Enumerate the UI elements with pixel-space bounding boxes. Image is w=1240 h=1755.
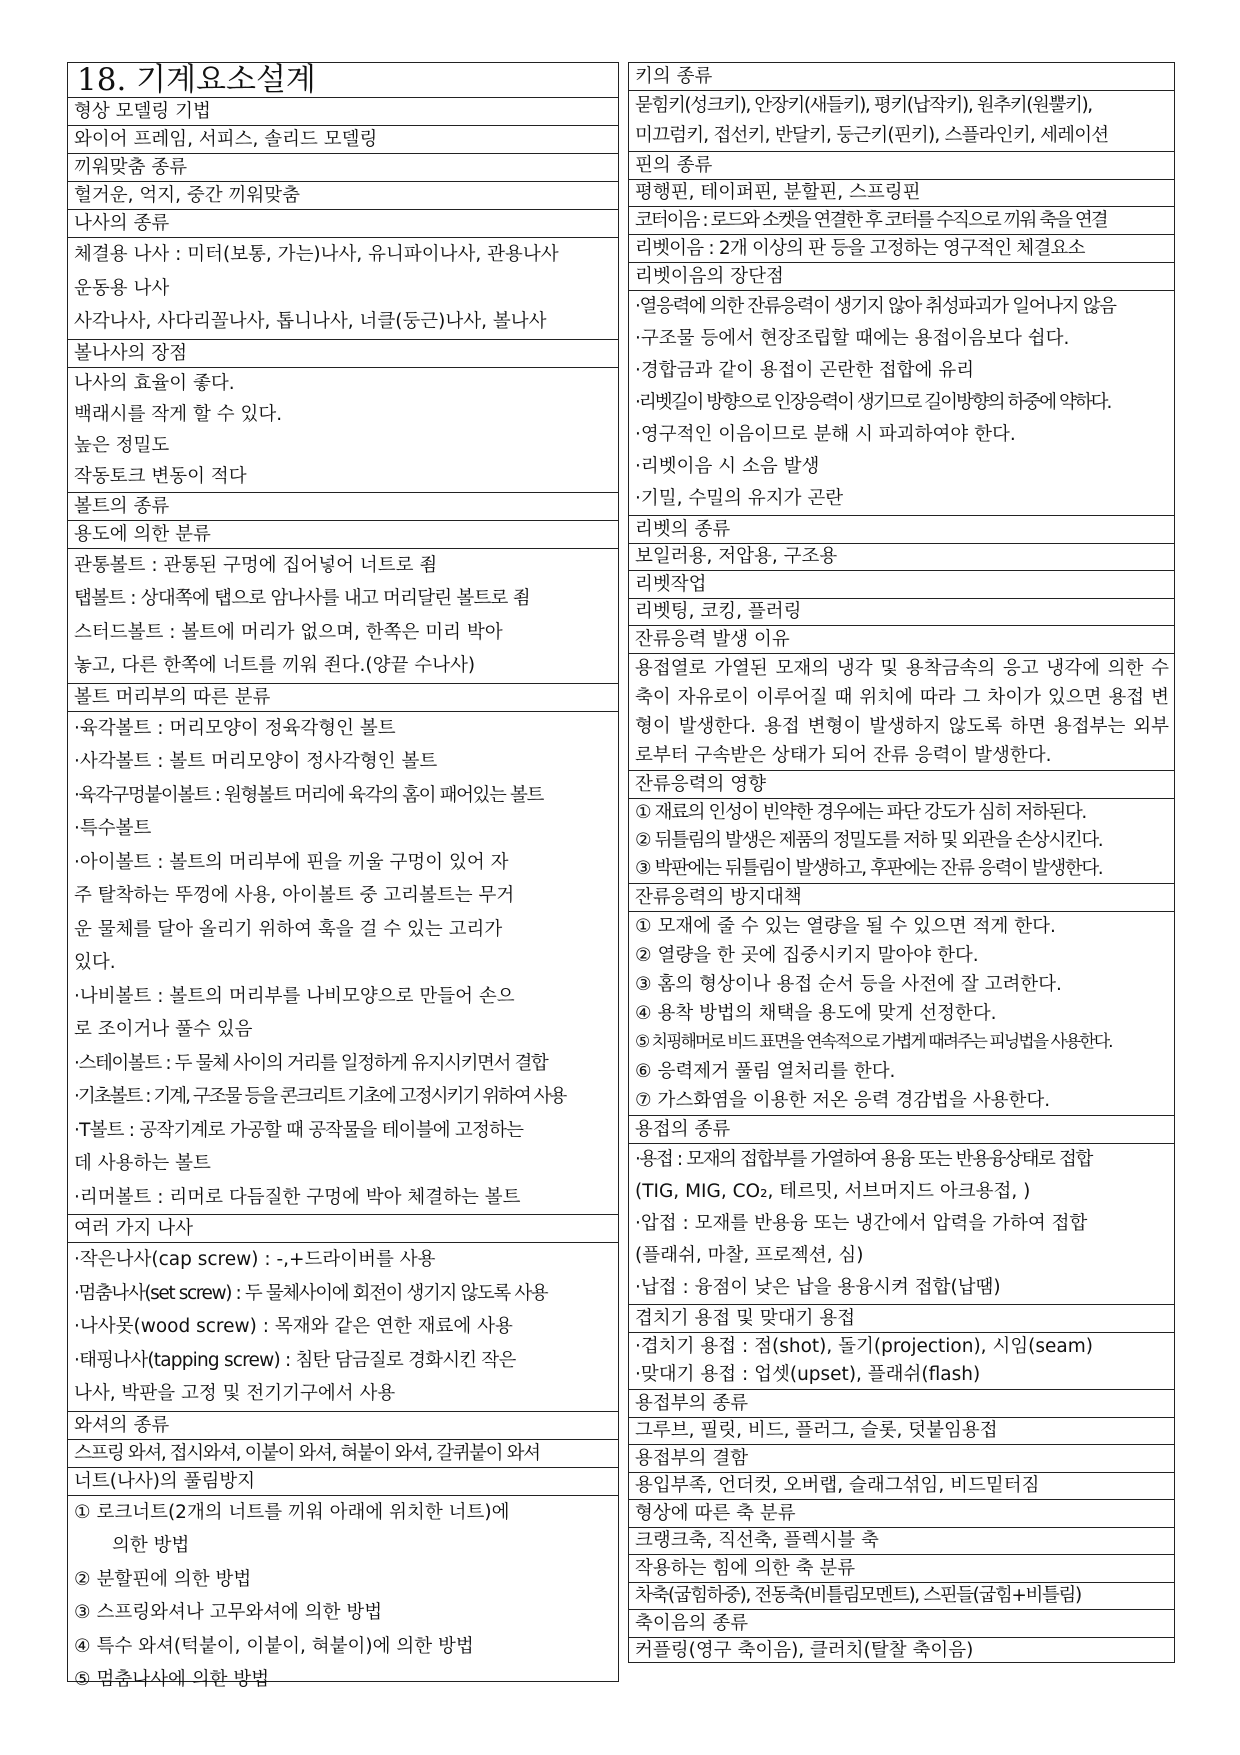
text-line: ·나비볼트 : 볼트의 머리부를 나비모양으로 만들어 손으 [74, 985, 515, 1007]
section-heading: 끼워맞춤 종류 [68, 154, 618, 182]
section-heading: 잔류응력 발생 이유 [629, 626, 1174, 654]
section-heading: 볼트의 종류 [68, 493, 618, 521]
text-line: ·리머볼트 : 리머로 다듬질한 구멍에 박아 체결하는 볼트 [74, 1186, 521, 1208]
text-line: ·리벳이음 시 소음 발생 [635, 456, 820, 477]
text-line: 리벳팅, 코킹, 플러링 [635, 601, 802, 622]
section-body [629, 1144, 1174, 1305]
text-line: 높은 정밀도 [74, 434, 170, 456]
text-line: 관통볼트 : 관통된 구멍에 집어넣어 너트로 죔 [74, 554, 438, 576]
text-line: 운 물체를 달아 올리기 위하여 훅을 걸 수 있는 고리가 [74, 918, 503, 940]
text-line: ⑤ 멈춤나사에 의한 방법 [74, 1669, 270, 1690]
section-body [629, 91, 1174, 152]
text-line: ② 열량을 한 곳에 집중시키지 말아야 한다. [635, 945, 979, 966]
text-line: ·경합금과 같이 용접이 곤란한 접합에 유리 [635, 360, 975, 381]
left-column [67, 62, 619, 1690]
text-line: ② 뒤틀림의 발생은 제품의 정밀도를 저하 및 외관을 손상시킨다. [635, 830, 1103, 851]
section-body [68, 1440, 618, 1468]
text-line: 스터드볼트 : 볼트에 머리가 없으며, 한쪽은 미리 박아 [74, 621, 503, 643]
text-line: ·겹치기 용접 : 점(shot), 돌기(projection), 시임(seam) [635, 1336, 1093, 1357]
text-line: 탭볼트 : 상대쪽에 탭으로 암나사를 내고 머리달린 볼트로 죔 [74, 588, 530, 609]
section-body [68, 1243, 618, 1412]
text-line: ·T볼트 : 공작기계로 가공할 때 공작물을 테이블에 고정하는 [74, 1119, 524, 1141]
text-line: ·사각볼트 : 볼트 머리모양이 정사각형인 볼트 [74, 751, 438, 772]
section-body [68, 126, 618, 154]
section-heading: 리벳의 종류 [629, 516, 1174, 544]
text-line: 데 사용하는 볼트 [74, 1153, 211, 1174]
text-line: ·기밀, 수밀의 유지가 곤란 [635, 488, 844, 509]
page-title: 18. 기계요소설계 [68, 63, 618, 98]
section-heading: 축이음의 종류 [629, 1610, 1174, 1638]
text-line: 그루브, 필릿, 비드, 플러그, 슬롯, 덧붙임용접 [635, 1420, 998, 1441]
section-body [629, 1418, 1174, 1445]
section-body [629, 1528, 1174, 1555]
text-line: 보일러용, 저압용, 구조용 [635, 546, 838, 567]
text-line: 크랭크축, 직선축, 플렉시블 축 [635, 1530, 879, 1551]
section-body [68, 712, 618, 1216]
text-line: ① 로크너트(2개의 너트를 끼워 아래에 위치한 너트)에 [74, 1501, 510, 1523]
text-line: ⑦ 가스화염을 이용한 저온 응력 경감법을 사용한다. [635, 1090, 1051, 1111]
section-body [68, 1496, 618, 1697]
text-line: 용입부족, 언더컷, 오버랩, 슬래그섞임, 비드밑터짐 [635, 1475, 1040, 1496]
text-line: ·열응력에 의한 잔류응력이 생기지 않아 취성파괴가 일어나지 않음 [635, 296, 1116, 317]
text-line: 놓고, 다른 한쪽에 너트를 끼워 죈다.(양끝 수나사) [74, 655, 476, 676]
text-line: ⑤ 치핑해머로 비드 표면을 연속적으로 가볍게 때려주는 피닝법을 사용한다. [635, 1032, 1112, 1052]
section-heading: 핀의 종류 [629, 152, 1174, 180]
text-line: ③ 스프링와셔나 고무와셔에 의한 방법 [74, 1602, 383, 1623]
section-heading: 와셔의 종류 [68, 1412, 618, 1440]
text-line: 로 조이거나 풀수 있음 [74, 1019, 253, 1040]
text-line: ·스테이볼트 : 두 물체 사이의 거리를 일정하게 유지시키면서 결합 [74, 1052, 548, 1074]
section-heading: 리벳작업 [629, 571, 1174, 599]
section-heading: 겹치기 용접 및 맞대기 용접 [629, 1305, 1174, 1333]
section-heading: 너트(나사)의 풀림방지 [68, 1468, 618, 1496]
text-line: 미끄럼키, 접선키, 반달키, 둥근키(핀키), 스플라인키, 세레이션 [635, 125, 1109, 146]
text-line: 작동토크 변동이 적다 [74, 465, 247, 487]
section-body [629, 291, 1174, 516]
text-line: ·기초볼트 : 기계, 구조물 등을 콘크리트 기초에 고정시키기 위하여 사용 [74, 1086, 566, 1107]
section-heading: 형상에 따른 축 분류 [629, 1500, 1174, 1528]
section-heading: 볼트 머리부의 따른 분류 [68, 684, 618, 712]
text-line: 스프링 와셔, 접시와셔, 이붙이 와셔, 혀붙이 와셔, 갈퀴붙이 와셔 [74, 1442, 540, 1464]
section-heading: 여러 가지 나사 [68, 1215, 618, 1243]
text-line: ·아이볼트 : 볼트의 머리부에 핀을 끼울 구멍이 있어 자 [74, 851, 509, 873]
text-line: 주 탈착하는 뚜껑에 사용, 아이볼트 중 고리볼트는 무거 [74, 885, 515, 906]
text-line: ·육각볼트 : 머리모양이 정육각형인 볼트 [74, 717, 396, 739]
section-heading: 용접부의 결함 [629, 1445, 1174, 1473]
text-line: ② 분할핀에 의한 방법 [74, 1568, 252, 1590]
text-line: 있다. [74, 952, 116, 973]
text-line: ⑥ 응력제거 풀림 열처리를 한다. [635, 1061, 896, 1082]
text-line: ④ 용착 방법의 채택을 용도에 맞게 선정한다. [635, 1003, 997, 1024]
section-body [629, 544, 1174, 571]
section-body [68, 238, 618, 340]
text-line: ·압접 : 모재를 반용융 또는 냉간에서 압력을 가하여 접합 [635, 1213, 1088, 1234]
text-line: ·용접 : 모재의 접합부를 가열하여 용융 또는 반용융상태로 접합 [635, 1149, 1092, 1170]
text-line: 운동용 나사 [74, 277, 170, 299]
section-heading: 잔류응력의 방지대책 [629, 884, 1174, 912]
text-line: ·육각구멍붙이볼트 : 원형볼트 머리에 육각의 홈이 패어있는 볼트 [74, 784, 543, 806]
text-line: 커플링(영구 축이음), 클러치(탈찰 축이음) [635, 1640, 974, 1661]
text-line: 리벳이음 : 2개 이상의 판 등을 고정하는 영구적인 체결요소 [629, 234, 1174, 262]
text-line: 헐거운, 억지, 중간 끼워맞춤 [74, 185, 300, 206]
paragraph: 용접열로 가열된 모재의 냉각 및 용착금속의 응고 냉각에 의한 수축이 자유로이 이루어질 때 위치에 따라 그 차이가 있으면 용접 변형이 발생한다. 용접 변형이 발생하지 않도록 하면 용접부는 외부로부터 구속받은 상태가 되어 잔류 응력이 발생한다. [635, 658, 1169, 766]
text-line: 코터이음 : 로드와 소켓을 연결한 후 코터를 수직으로 끼워 축을 연결 [629, 206, 1174, 234]
section-heading: 나사의 종류 [68, 210, 618, 238]
text-line: 묻힘키(성크키), 안장키(새들키), 평키(납작키), 원추키(원뿔키), [635, 95, 1092, 116]
text-line: 사각나사, 사다리꼴나사, 톱니나사, 너클(둥근)나사, 볼나사 [74, 311, 547, 332]
text-line: 의한 방법 [112, 1535, 190, 1556]
text-line: ·구조물 등에서 현장조립할 때에는 용접이음보다 쉽다. [635, 328, 1070, 349]
section-heading: 형상 모델링 기법 [68, 98, 618, 126]
section-body [629, 1638, 1174, 1664]
section-heading: 용접부의 종류 [629, 1390, 1174, 1418]
text-line: ·태핑나사(tapping screw) : 침탄 담금질로 경화시킨 작은 [74, 1349, 516, 1371]
section-body [629, 599, 1174, 626]
section-body [629, 1583, 1174, 1610]
text-line: ·나사못(wood screw) : 목재와 같은 연한 재료에 사용 [74, 1316, 513, 1337]
text-line: 나사, 박판을 고정 및 전기기구에서 사용 [74, 1383, 396, 1404]
section-heading: 작용하는 힘에 의한 축 분류 [629, 1555, 1174, 1583]
text-line: ④ 특수 와셔(턱붙이, 이붙이, 혀붙이)에 의한 방법 [74, 1635, 474, 1657]
text-line: ① 모재에 줄 수 있는 열량을 될 수 있으면 적게 한다. [635, 916, 1056, 937]
section-body [629, 912, 1174, 1116]
text-line: 백래시를 작게 할 수 있다. [74, 403, 283, 425]
text-line: ·납접 : 융점이 낮은 납을 용융시켜 접합(납땜) [635, 1277, 1001, 1298]
section-heading: 용접의 종류 [629, 1116, 1174, 1144]
section-body [629, 654, 1174, 771]
text-line: 나사의 효율이 좋다. [74, 372, 235, 394]
section-body [629, 180, 1174, 263]
section-body [68, 182, 618, 210]
section-heading: 잔류응력의 영향 [629, 771, 1174, 799]
section-heading: 리벳이음의 장단점 [629, 263, 1174, 291]
text-line: ·멈춤나사(set screw) : 두 물체사이에 회전이 생기지 않도록 사용 [74, 1282, 548, 1304]
text-line: 체결용 나사 : 미터(보통, 가는)나사, 유니파이나사, 관용나사 [74, 244, 559, 265]
text-line: (TIG, MIG, CO₂, 테르밋, 서브머지드 아크용접, ) [635, 1181, 1031, 1202]
section-heading: 볼나사의 장점 [68, 340, 618, 368]
section-body [629, 799, 1174, 884]
section-heading: 키의 종류 [629, 63, 1174, 91]
text-line: (플래쉬, 마찰, 프로젝션, 심) [635, 1245, 864, 1266]
text-line: ·리벳길이 방향으로 인장응력이 생기므로 길이방향의 하중에 약하다. [635, 392, 1111, 413]
right-column [628, 62, 1175, 1663]
text-line: ·맞대기 용접 : 업셋(upset), 플래쉬(flash) [635, 1364, 981, 1385]
text-line: 와이어 프레임, 서피스, 솔리드 모델링 [74, 129, 378, 150]
section-heading: 용도에 의한 분류 [68, 521, 618, 549]
text-line: 평행핀, 테이퍼핀, 분할핀, 스프링핀 [635, 182, 921, 203]
text-line: 차축(굽힘하중), 전동축(비틀림모멘트), 스핀들(굽힘+비틀림) [635, 1585, 1081, 1606]
text-line: ① 재료의 인성이 빈약한 경우에는 파단 강도가 심히 저하된다. [635, 802, 1086, 823]
section-body [629, 1473, 1174, 1500]
text-line: ·영구적인 이음이므로 분해 시 파괴하여야 한다. [635, 424, 1016, 445]
text-line: ·특수볼트 [74, 818, 152, 839]
section-body [68, 368, 618, 493]
section-body [68, 549, 618, 684]
text-line: ·작은나사(cap screw) : -,+드라이버를 사용 [74, 1249, 436, 1270]
section-body [629, 1333, 1174, 1390]
text-line: ③ 박판에는 뒤틀림이 발생하고, 후판에는 잔류 응력이 발생한다. [635, 858, 1103, 879]
text-line: ③ 홈의 형상이나 용접 순서 등을 사전에 잘 고려한다. [635, 974, 1062, 995]
